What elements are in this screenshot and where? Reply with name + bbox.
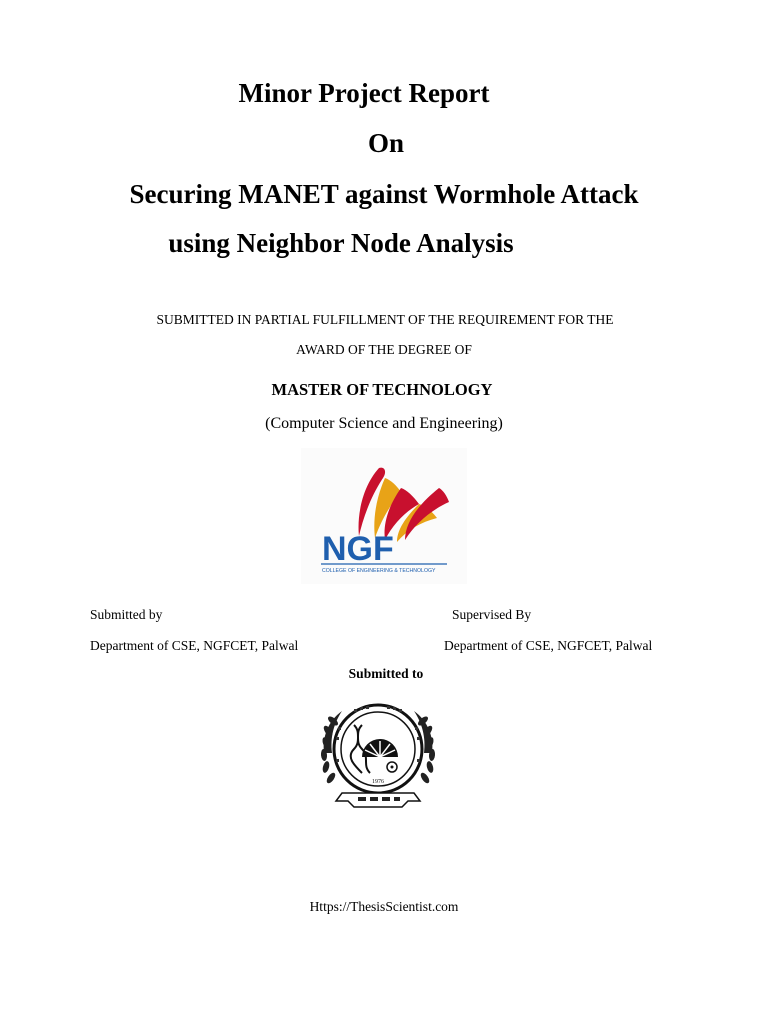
title-on: On bbox=[367, 128, 405, 158]
submitted-by-label: Submitted by bbox=[90, 607, 163, 622]
title-project-name-line2: using Neighbor Node Analysis bbox=[168, 228, 514, 258]
ngf-college-logo bbox=[301, 448, 467, 584]
submitted-by-department: Department of CSE, NGFCET, Palwal bbox=[90, 638, 299, 653]
submission-statement-line2: AWARD OF THE DEGREE OF bbox=[296, 342, 472, 357]
degree-branch: (Computer Science and Engineering) bbox=[265, 415, 503, 432]
ngf-logo-icon bbox=[301, 448, 467, 584]
title-minor-project-report: Minor Project Report bbox=[238, 78, 490, 108]
university-seal bbox=[314, 697, 442, 809]
title-project-name-line1: Securing MANET against Wormhole Attack bbox=[129, 179, 639, 209]
supervised-by-label: Supervised By bbox=[452, 607, 532, 622]
ngf-tagline: COLLEGE OF ENGINEERING & TECHNOLOGY bbox=[322, 568, 436, 574]
ngf-wordmark: NGF bbox=[322, 530, 394, 568]
degree-name: MASTER OF TECHNOLOGY bbox=[271, 380, 493, 399]
submitted-to-label: Submitted to bbox=[348, 666, 424, 681]
university-seal-icon bbox=[314, 697, 442, 809]
footer-url-link[interactable]: Https://ThesisScientist.com bbox=[309, 899, 459, 914]
supervised-by-department: Department of CSE, NGFCET, Palwal bbox=[444, 638, 653, 653]
seal-year: 1976 bbox=[372, 779, 384, 785]
submission-statement-line1: SUBMITTED IN PARTIAL FULFILLMENT OF THE REQUIREMENT FOR THE bbox=[156, 312, 614, 327]
